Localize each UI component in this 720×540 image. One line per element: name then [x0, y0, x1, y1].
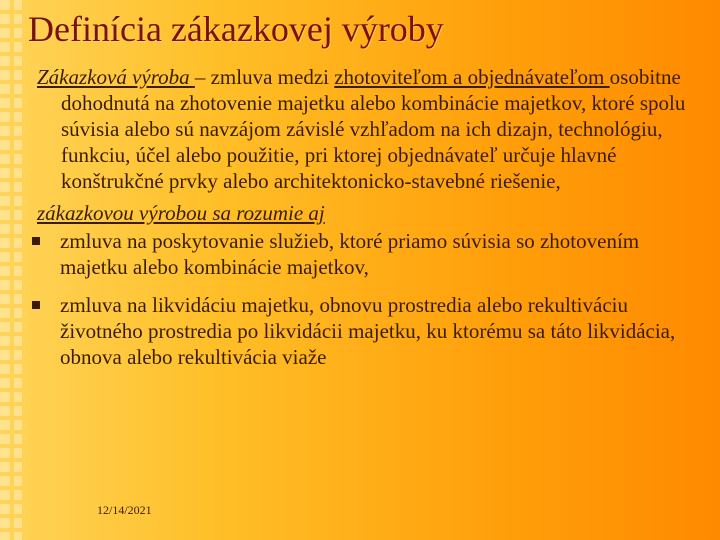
bullet-item	[37, 292, 687, 370]
sub-heading: zákazkovou výrobou sa rozumie aj	[37, 201, 325, 225]
definition-paragraph	[37, 64, 687, 194]
bullet-text: zmluva na poskytovanie služieb, ktoré priamo súvisia so zhotovením majetku alebo kombinácie majetkov,	[60, 229, 640, 279]
square-bullet-icon	[32, 237, 40, 245]
definition-term: Zákazková výroba	[37, 65, 195, 89]
definition-text-2: osobitne dohodnutá na zhotovenie majetku alebo kombinácie majetkov, ktoré spolu súvisia alebo sú navzájom závislé vzhľadom na ich dizajn, technológiu, funkciu, účel alebo použitie, pri ktorej objednávateľ určuje hlavné konštrukčné prvky alebo architektonicko-stavebné riešenie,	[61, 65, 686, 193]
definition-parties: zhotoviteľom a objednávateľom	[334, 65, 610, 89]
bullet-text: zmluva na likvidáciu majetku, obnovu prostredia alebo rekultiváciu životného prostredia po likvidácii majetku, ku ktorému sa táto likvidácia, obnova alebo rekultivácia viaže	[60, 293, 676, 369]
left-decorative-strip	[0, 0, 22, 540]
bullet-item	[37, 228, 687, 280]
slide-content	[37, 64, 687, 382]
definition-text-1: – zmluva medzi	[194, 65, 335, 89]
slide-title: Definícia zákazkovej výroby	[28, 9, 444, 49]
footer-date: 12/14/2021	[97, 503, 152, 517]
square-bullet-icon	[32, 301, 40, 309]
